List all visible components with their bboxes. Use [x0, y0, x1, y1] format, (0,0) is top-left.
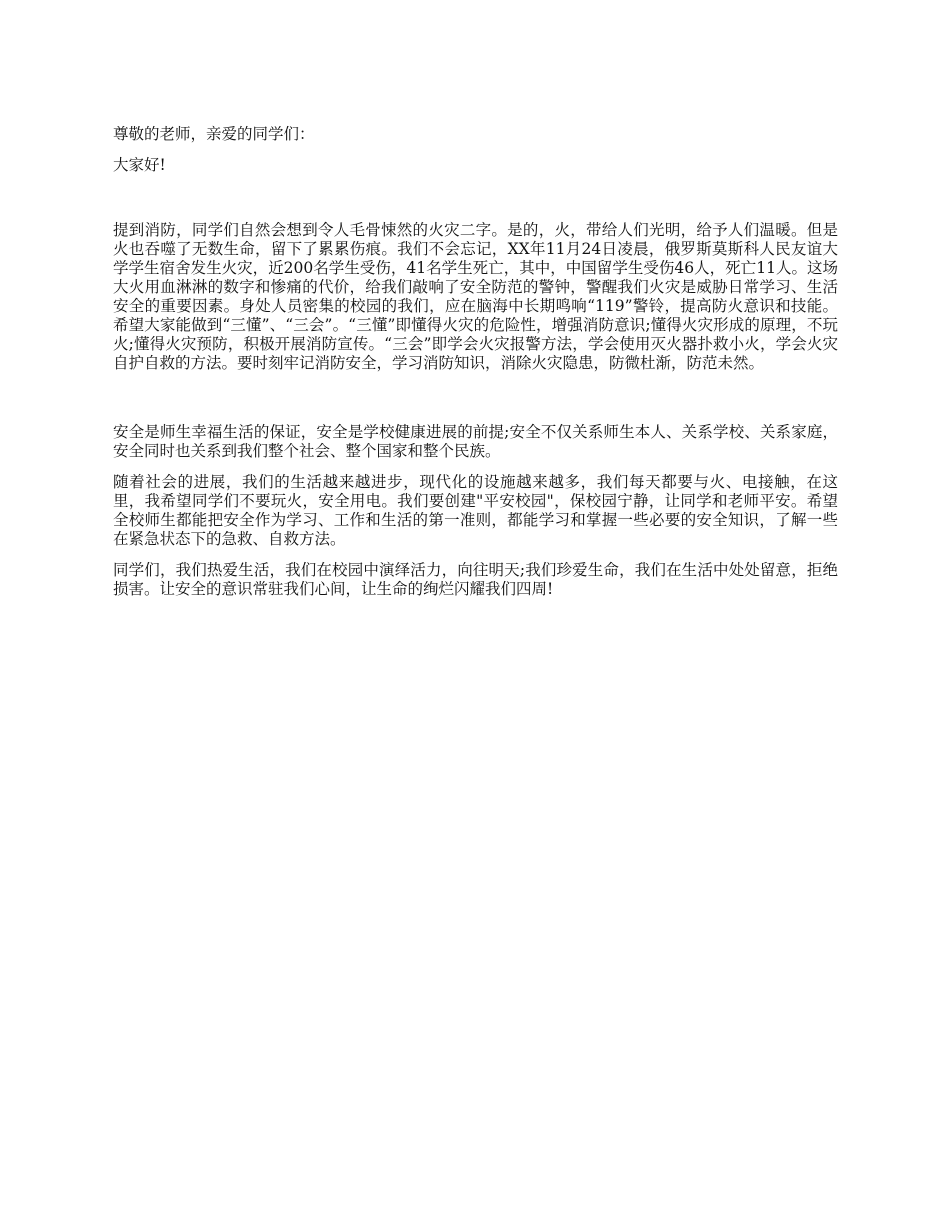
document-body [113, 125, 838, 611]
greeting-line: 尊敬的老师，亲爱的同学们： [113, 125, 315, 143]
paragraph-closing: 同学们，我们热爱生活，我们在校园中演绎活力，向往明天;我们珍爱生命，我们在生活中处处留意，拒绝损害。让安全的意识常驻我们心间，让生命的绚烂闪耀我们四周! [113, 561, 838, 598]
spacer [113, 187, 838, 221]
paragraph-social-progress: 随着社会的进展，我们的生活越来越进步，现代化的设施越来越多，我们每天都要与火、电接触，在这里，我希望同学们不要玩火，安全用电。我们要创建"平安校园"，保校园宁静，让同学和老师平安。希望全校师生都能把安全作为学习、工作和生活的第一准则，都能学习和掌握一些必要的安全知识，了解一些在紧急状态下的急救、自救方法。 [113, 473, 838, 548]
paragraph-fire-safety: 提到消防，同学们自然会想到令人毛骨悚然的火灾二字。是的，火，带给人们光明，给予人们温暖。但是火也吞噬了无数生命，留下了累累伤痕。我们不会忘记，XX年11月24日凌晨，俄罗斯莫斯科人民友谊大学学生宿舍发生火灾，近200名学生受伤，41名学生死亡，其中，中国留学生受伤46人，死亡11人。这场大火用血淋淋的数字和惨痛的代价，给我们敲响了安全防范的警钟，警醒我们火灾是威胁日常学习、生活安全的重要因素。身处人员密集的校园的我们，应在脑海中长期鸣响“119”警铃，提高防火意识和技能。希望大家能做到“三懂”、“三会”。“三懂”即懂得火灾的危险性，增强消防意识;懂得火灾形成的原理，不玩火;懂得火灾预防，积极开展消防宣传。“三会”即学会火灾报警方法，学会使用灭火器扑救小火，学会火灾自护自救的方法。要时刻牢记消防安全，学习消防知识，消除火灾隐患，防微杜渐，防范未然。 [113, 221, 838, 372]
spacer [113, 385, 838, 423]
salutation-line: 大家好! [113, 156, 166, 174]
paragraph-safety-guarantee: 安全是师生幸福生活的保证，安全是学校健康进展的前提;安全不仅关系师生本人、关系学校、关系家庭，安全同时也关系到我们整个社会、整个国家和整个民族。 [113, 423, 838, 460]
